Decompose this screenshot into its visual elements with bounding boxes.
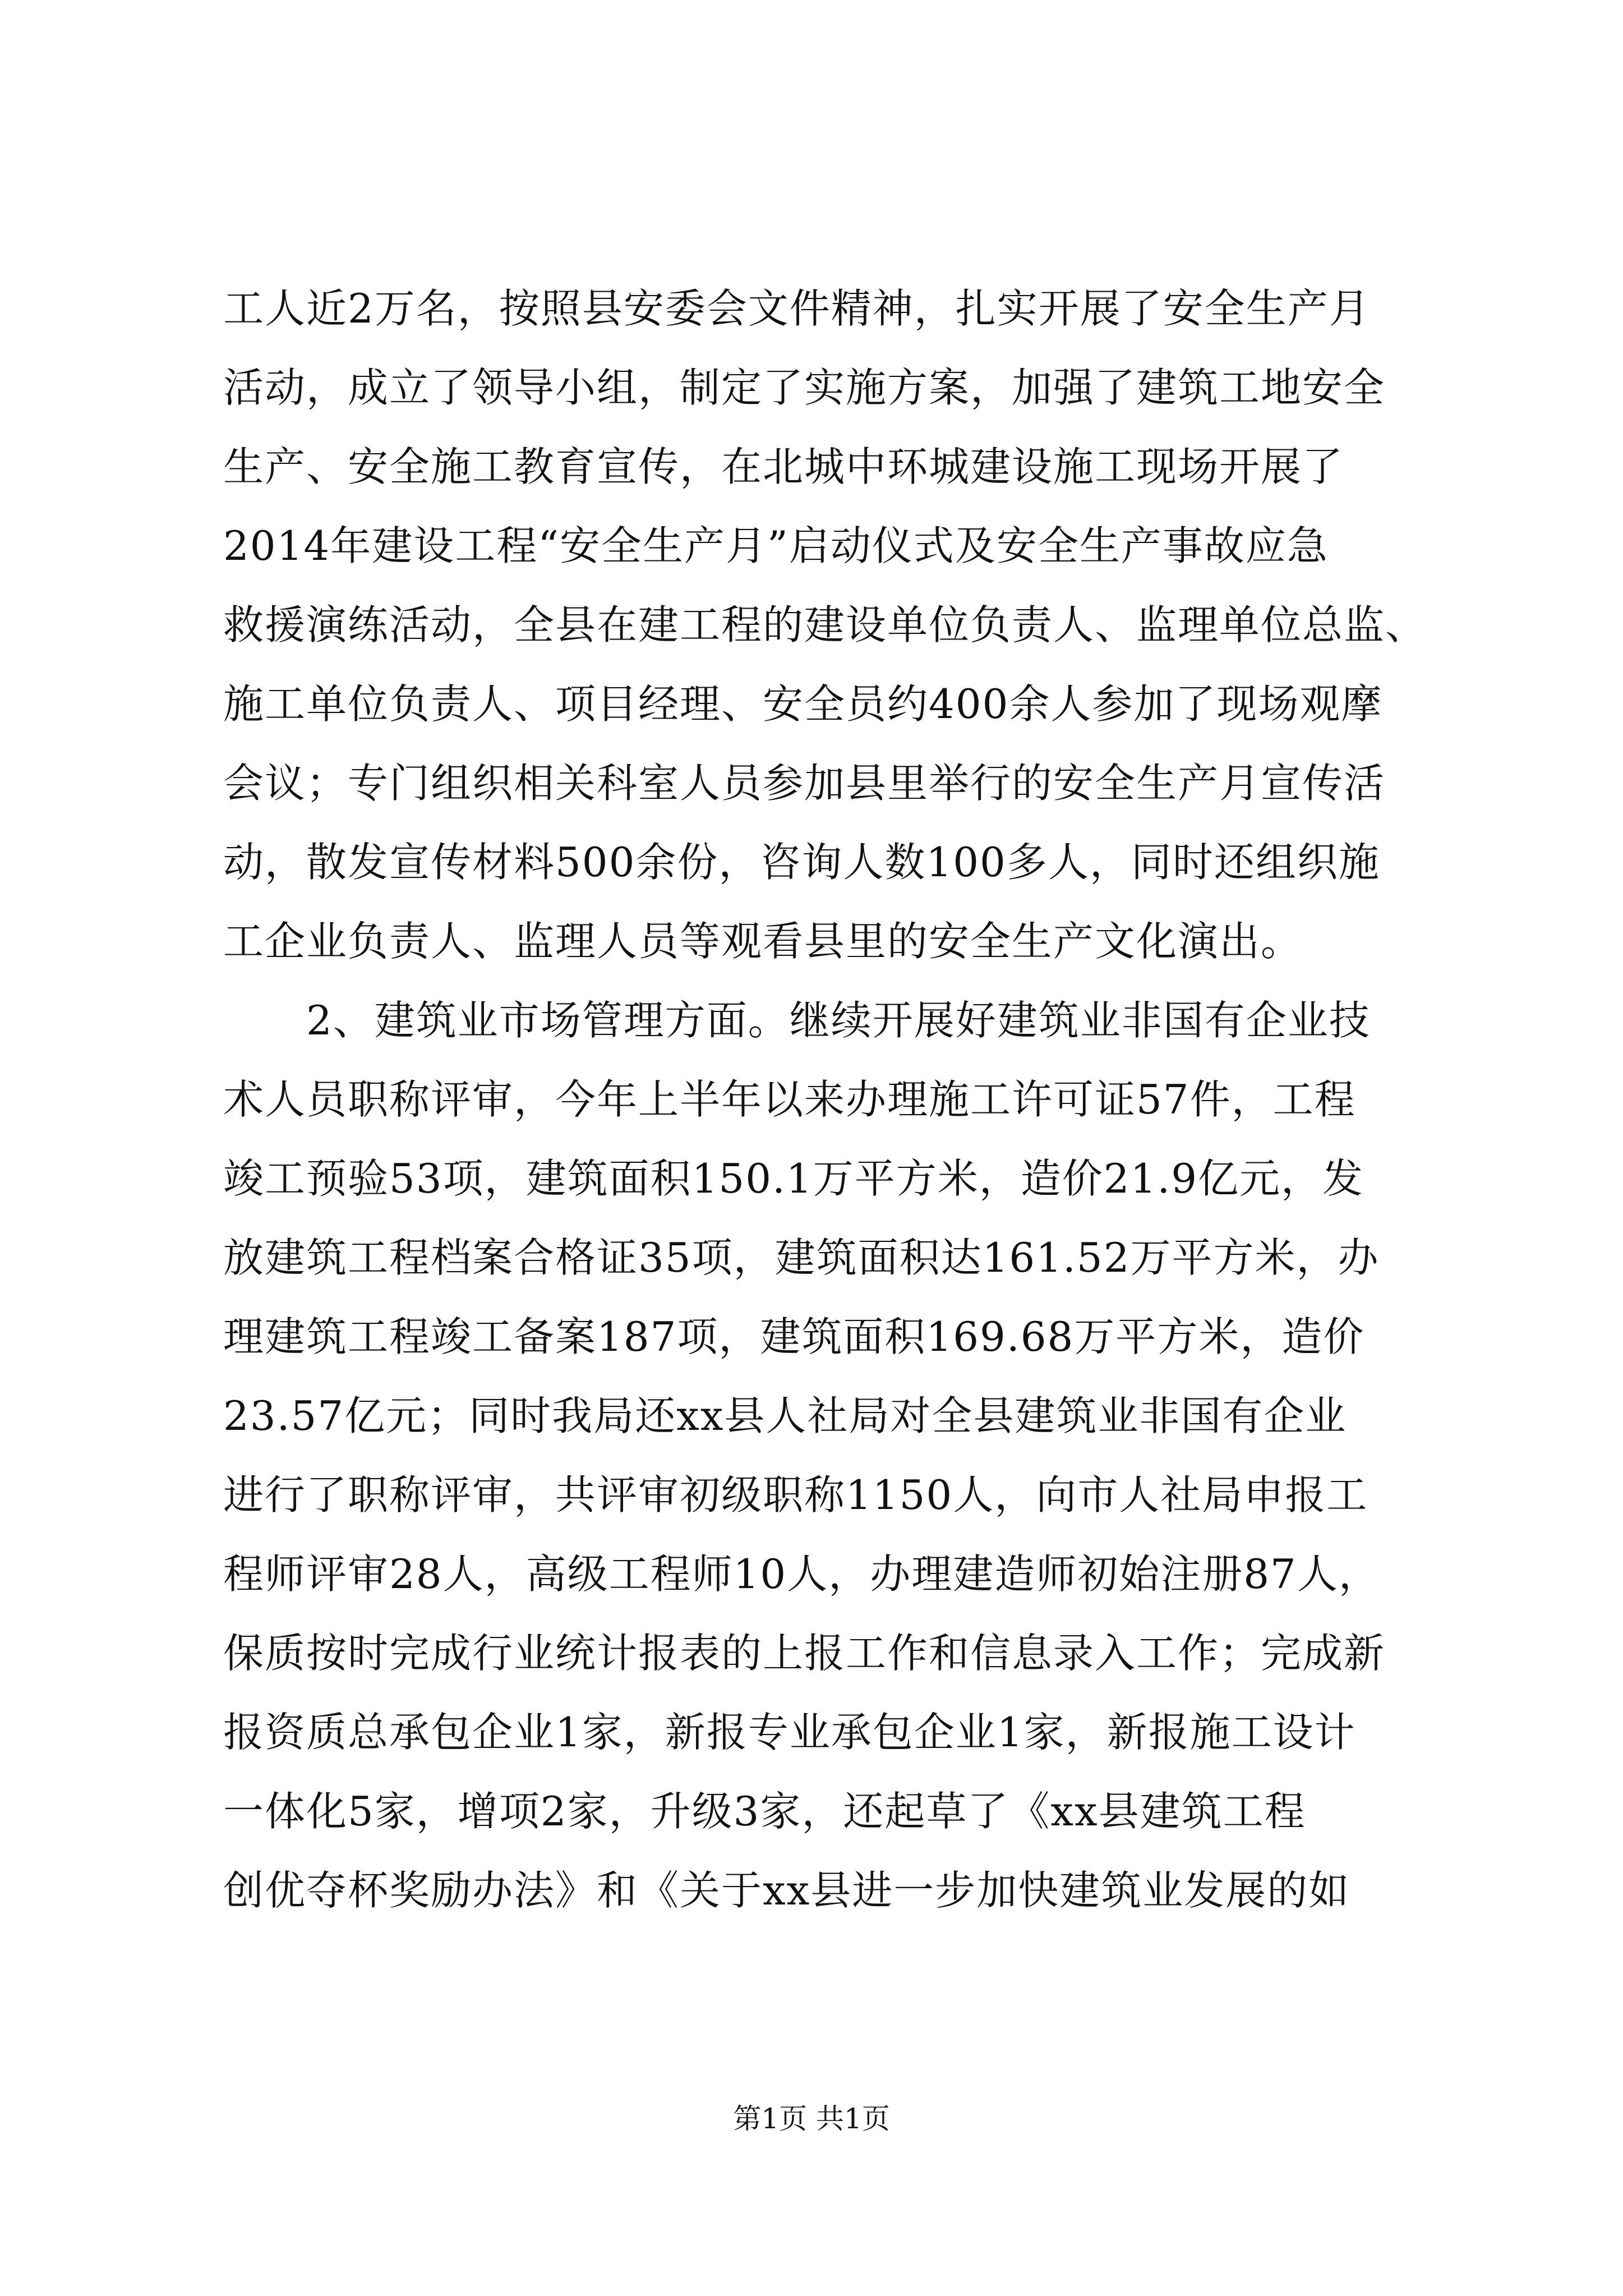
paragraph-start-line: 2、建筑业市场管理方面。继续开展好建筑业非国有企业技 bbox=[306, 997, 1371, 1044]
text-line: 程师评审28人，高级工程师10人，办理建造师初始注册87人， bbox=[223, 1550, 1380, 1598]
text-line: 一体化5家，增项2家，升级3家，还起草了《xx县建筑工程 bbox=[223, 1788, 1306, 1835]
text-line: 生产、安全施工教育宣传，在北城中环城建设施工现场开展了 bbox=[223, 443, 1344, 490]
page-footer: 第1页 共1页 bbox=[733, 2102, 890, 2135]
text-line: 施工单位负责人、项目经理、安全员约400余人参加了现场观摩 bbox=[223, 680, 1383, 728]
text-line: 工人近2万名，按照县安委会文件精神，扎实开展了安全生产月 bbox=[223, 285, 1371, 332]
text-line: 术人员职称评审，今年上半年以来办理施工许可证57件，工程 bbox=[223, 1076, 1356, 1123]
text-line: 2014年建设工程“安全生产月”启动仪式及安全生产事故应急 bbox=[223, 522, 1329, 569]
text-line: 进行了职称评审，共评审初级职称1150人，向市人社局申报工 bbox=[223, 1471, 1368, 1519]
text-line: 竣工预验53项，建筑面积150.1万平方米，造价21.9亿元，发 bbox=[223, 1155, 1364, 1202]
text-line: 活动，成立了领导小组，制定了实施方案，加强了建筑工地安全 bbox=[223, 364, 1386, 411]
text-line: 救援演练活动，全县在建工程的建设单位负责人、监理单位总监、 bbox=[223, 601, 1427, 648]
document-body bbox=[223, 269, 1427, 1930]
text-line: 工企业负责人、监理人员等观看县里的安全生产文化演出。 bbox=[223, 918, 1303, 965]
text-line: 理建筑工程竣工备案187项，建筑面积169.68万平方米，造价 bbox=[223, 1313, 1365, 1360]
text-line: 创优夺杯奖励办法》和《关于xx县进一步加快建筑业发展的如 bbox=[223, 1867, 1350, 1914]
text-line: 报资质总承包企业1家，新报专业承包企业1家，新报施工设计 bbox=[223, 1709, 1356, 1756]
text-line: 23.57亿元；同时我局还xx县人社局对全县建筑业非国有企业 bbox=[223, 1392, 1347, 1439]
text-line: 会议；专门组织相关科室人员参加县里举行的安全生产月宣传活 bbox=[223, 760, 1386, 807]
text-line: 放建筑工程档案合格证35项，建筑面积达161.52万平方米，办 bbox=[223, 1234, 1380, 1281]
text-line: 保质按时完成行业统计报表的上报工作和信息录入工作；完成新 bbox=[223, 1630, 1386, 1677]
text-line: 动，散发宣传材料500余份，咨询人数100多人，同时还组织施 bbox=[223, 839, 1380, 886]
